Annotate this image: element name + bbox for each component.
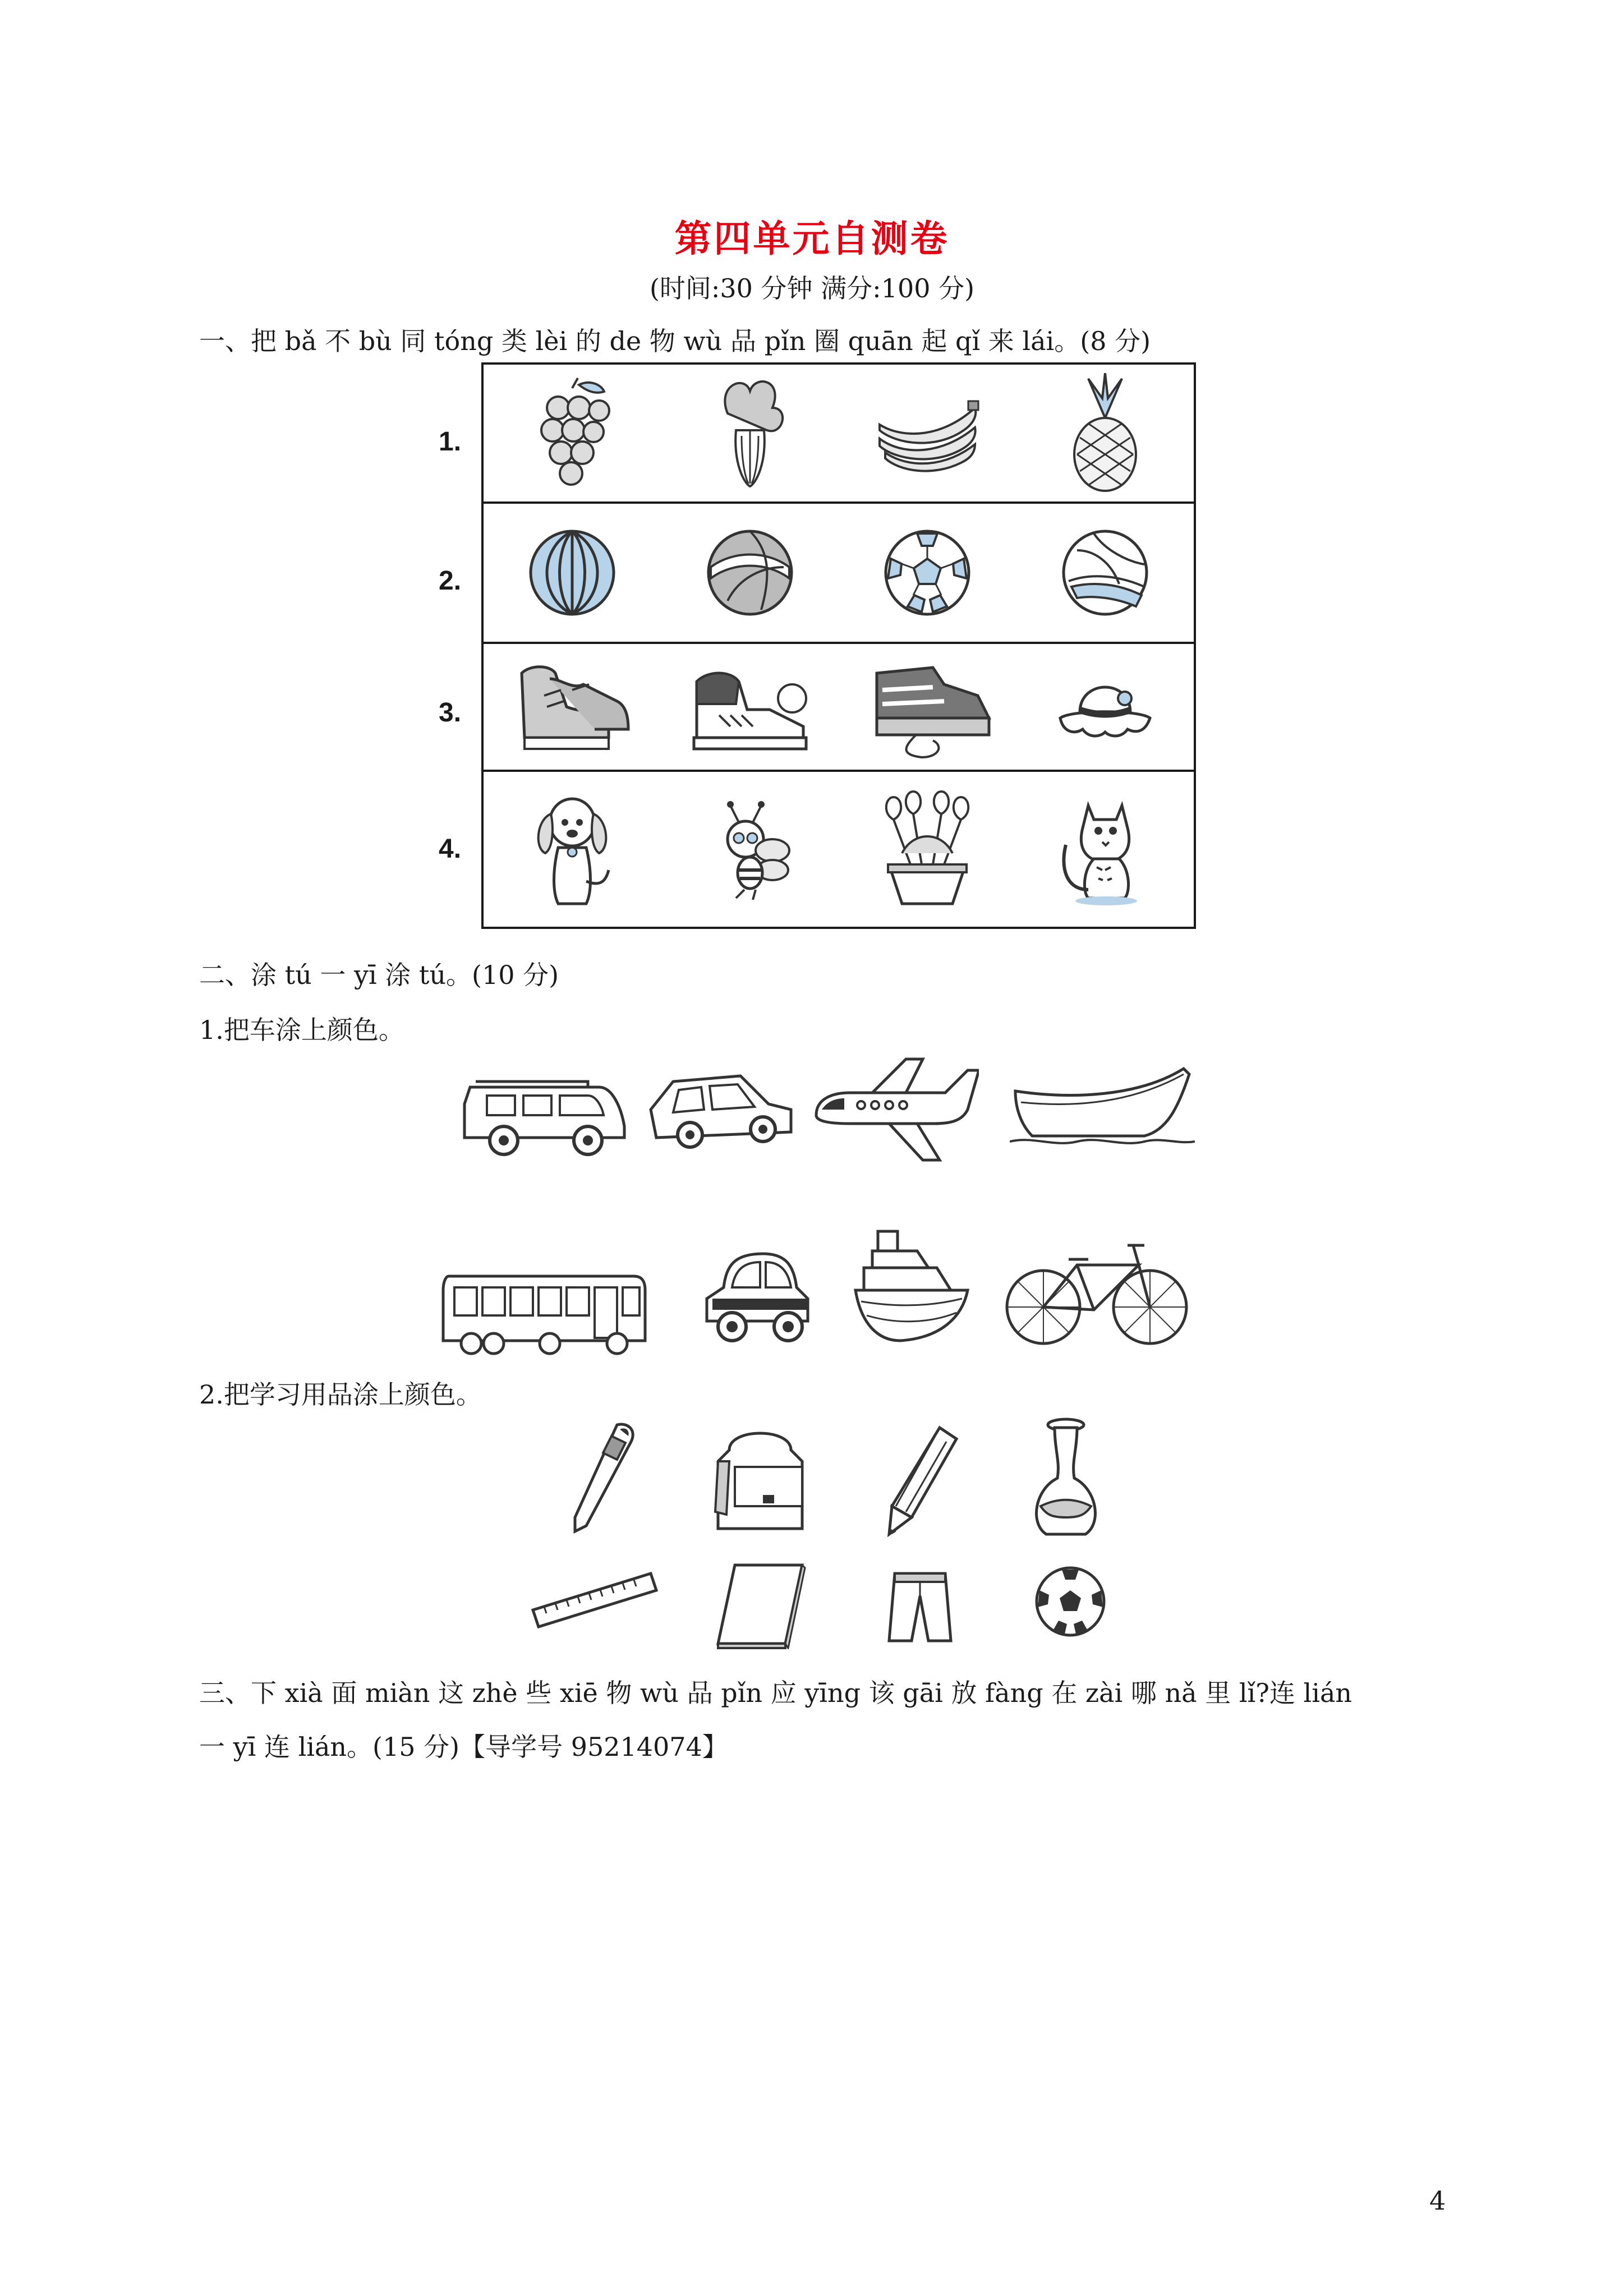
van-icon[interactable]: [459, 1065, 633, 1160]
watermelon-icon[interactable]: [484, 504, 661, 642]
airplane-icon[interactable]: [811, 1053, 979, 1166]
volleyball-icon[interactable]: [1016, 504, 1194, 642]
question-3-instruction-line-2: 一 yī 连 lián。(15 分)【导学号 95214074】: [199, 1732, 728, 1762]
grid-row-2: [439, 504, 1194, 644]
flower-pot-icon[interactable]: [839, 772, 1016, 929]
pen-icon[interactable]: [555, 1419, 640, 1537]
sneaker-icon[interactable]: [661, 644, 839, 770]
ship-icon[interactable]: [850, 1223, 973, 1346]
grid-row-4: [439, 772, 1194, 929]
question-1-grid: [439, 362, 1196, 929]
bicycle-icon[interactable]: [1001, 1228, 1192, 1352]
notebook-icon[interactable]: [712, 1559, 808, 1649]
volleyball-icon[interactable]: [661, 504, 839, 642]
row-label: 4.: [439, 834, 462, 864]
dog-icon[interactable]: [484, 772, 661, 929]
page-subtitle: (时间:30 分钟 满分:100 分): [649, 273, 975, 303]
pencil-icon[interactable]: [884, 1422, 962, 1540]
banana-icon[interactable]: [839, 365, 1016, 501]
page-number: 4: [1429, 2185, 1446, 2216]
backpack-icon[interactable]: [712, 1428, 813, 1534]
question-1-instruction: 一、把 bǎ 不 bù 同 tóng 类 lèi 的 de 物 wù 品 pǐn 圈 quān 起 qǐ 来 lái。(8 分): [199, 326, 1151, 356]
question-3-instruction-line-1: 三、下 xià 面 miàn 这 zhè 些 xiē 物 wù 品 pǐn 应 yīng 该 gāi 放 fàng 在 zài 哪 nǎ 里 lǐ?连 lián: [199, 1678, 1352, 1708]
bus-icon[interactable]: [438, 1265, 651, 1360]
question-2-part-2: 2.把学习用品涂上颜色。: [199, 1379, 482, 1410]
soccer-ball-icon[interactable]: [839, 504, 1016, 642]
pants-icon[interactable]: [884, 1568, 956, 1646]
boot-icon[interactable]: [839, 644, 1016, 770]
cabbage-icon[interactable]: [661, 365, 839, 501]
row-label: 2.: [439, 566, 462, 596]
hat-icon[interactable]: [1016, 644, 1194, 770]
soccer-ball-icon[interactable]: [1034, 1565, 1107, 1638]
car-icon[interactable]: [645, 1065, 797, 1154]
grid-row-1: [439, 365, 1194, 504]
sneaker-icon[interactable]: [484, 644, 661, 770]
pineapple-icon[interactable]: [1016, 365, 1194, 501]
grape-icon[interactable]: [484, 365, 661, 501]
grid-row-3: [439, 644, 1194, 772]
vase-icon[interactable]: [1027, 1416, 1105, 1540]
ruler-icon[interactable]: [530, 1571, 659, 1632]
cat-icon[interactable]: [1016, 772, 1194, 929]
boat-icon[interactable]: [1010, 1063, 1195, 1153]
bee-icon[interactable]: [661, 772, 839, 929]
row-label: 1.: [439, 427, 462, 457]
question-2-instruction: 二、涂 tú 一 yī 涂 tú。(10 分): [199, 960, 559, 990]
page-title: 第四单元自测卷: [674, 217, 950, 260]
question-2-part-1: 1.把车涂上颜色。: [199, 1015, 404, 1045]
small-car-icon[interactable]: [701, 1248, 819, 1349]
row-label: 3.: [439, 698, 462, 728]
